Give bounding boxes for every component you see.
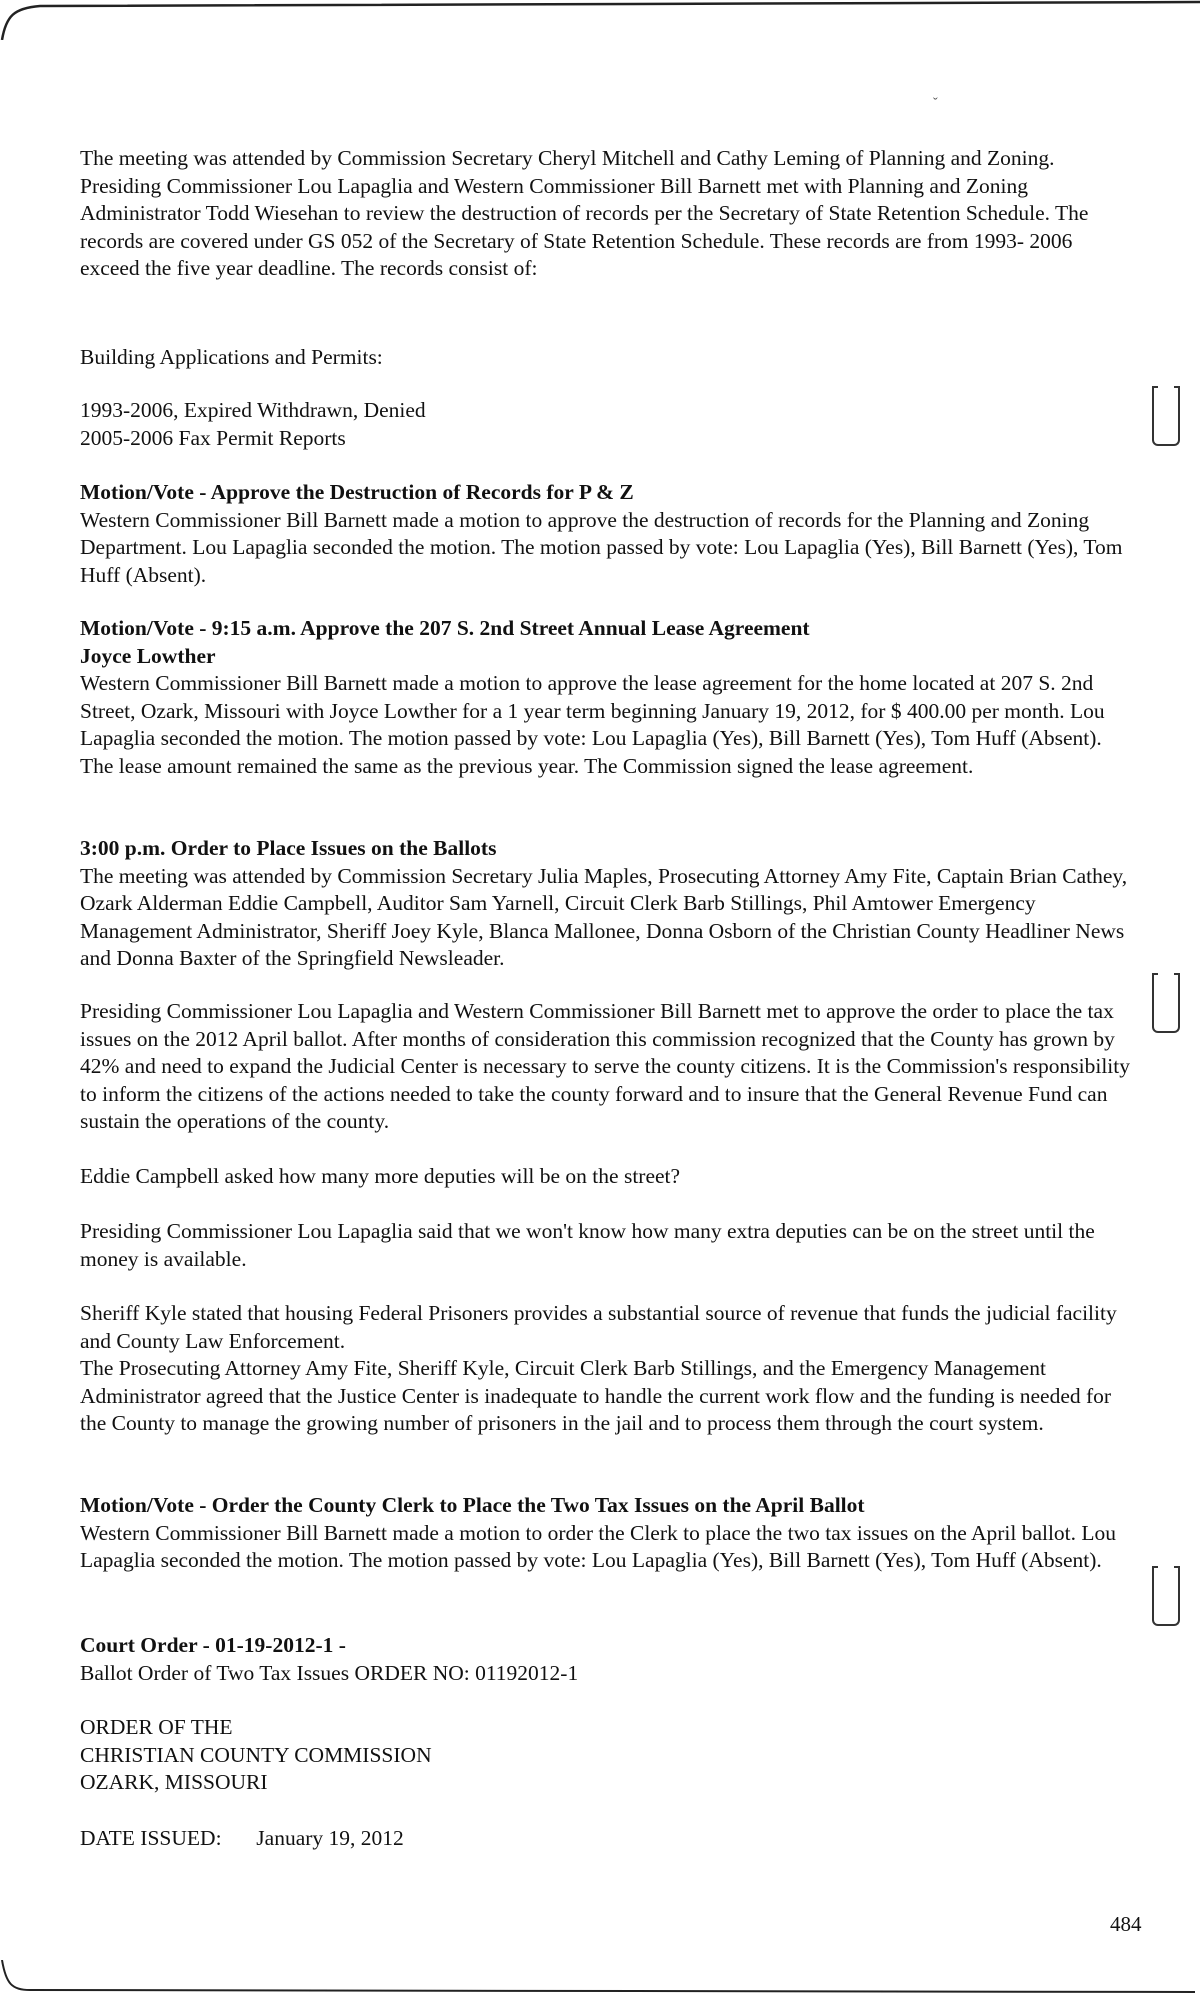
order-line: OZARK, MISSOURI [80,1770,268,1794]
ballot-section [80,835,1130,973]
binder-hole-mark [1152,1566,1180,1626]
paragraph: The Prosecuting Attorney Amy Fite, Sheriff Kyle, Circuit Clerk Barb Stillings, and the Emergency Management Administrator agreed that the Justice Center is inadequate to handle the current work flow and the funding is needed for the County to manage the growing number of prisoners in the jail and to process them through the court system. [80,1356,1112,1435]
court-order-subtitle: Ballot Order of Two Tax Issues ORDER NO: 01192012-1 [80,1660,579,1685]
motion-heading: Motion/Vote - Order the County Clerk to Place the Two Tax Issues on the April Ballot [80,1493,865,1517]
ballot-paragraph-4 [80,1300,1130,1438]
paragraph: Presiding Commissioner Lou Lapaglia said that we won't know how many extra deputies can be on the street until the money is available. [80,1219,1095,1271]
scan-mark: ˇ [933,96,938,111]
ballot-paragraph-3 [80,1218,1130,1273]
intro-paragraph: Presiding Commissioner Lou Lapaglia and Western Commissioner Bill Barnett met with Planning and Zoning Administrator Todd Wiesehan to review the destruction of records per the Secretary of State Retention Schedule. The records are covered under GS 052 of the Secretary of State Retention Schedule. These records are from 1993- 2006 exceed the five year deadline. The records consist of: [80,173,1089,280]
motion-destruction-records [80,479,1130,589]
motion-body: Western Commissioner Bill Barnett made a motion to order the Clerk to place the two tax issues on the April ballot. Lou Lapaglia seconded the motion. The motion passed by vote: Lou Lapaglia (Yes), Bill Barnett (Yes), Tom Huff (Absent). [80,1520,1117,1572]
motion-body: Western Commissioner Bill Barnett made a motion to approve the destruction of records for the Planning and Zoning Department. Lou Lapaglia seconded the motion. The motion passed by vote: Lou Lapaglia (Yes), Bill Barnett (Yes), Tom Huff (Absent). [80,507,1123,587]
intro-section [80,145,1130,283]
order-line: CHRISTIAN COUNTY COMMISSION [80,1742,432,1767]
ballot-attendance: The meeting was attended by Commission Secretary Julia Maples, Prosecuting Attorney Amy Fite, Captain Brian Cathey, Ozark Alderman Eddie Campbell, Auditor Sam Yarnell, Circuit Clerk Barb Stillings, Phil Amtower Emergency Management Administrator, Sheriff Joey Kyle, Blanca Mallonee, Donna Osborn of the Christian County Headliner News and Donna Baxter of the Springfield Newsleader. [80,863,1128,970]
order-issuer [80,1714,1130,1797]
motion-tax-issues [80,1492,1130,1575]
paragraph: Presiding Commissioner Lou Lapaglia and Western Commissioner Bill Barnett met to approve the order to place the tax issues on the 2012 April ballot. After months of consideration this commission recognized that the County has grown by 42% and need to expand the Judicial Center is necessary to serve the county citizens. It is the Commission's responsibility to inform the citizens of the actions needed to take the county forward and to insure that the General Revenue Fund can sustain the operations of the county. [80,999,1130,1133]
motion-heading: Motion/Vote - 9:15 a.m. Approve the 207 S. 2nd Street Annual Lease Agreement [80,616,810,640]
ballot-paragraph-1 [80,998,1130,1136]
binder-hole-mark [1152,973,1180,1033]
court-order-section [80,1632,1130,1687]
paragraph: Sheriff Kyle stated that housing Federal Prisoners provides a substantial source of revenue that funds the judicial facility and County Law Enforcement. [80,1301,1117,1353]
section-heading: 3:00 p.m. Order to Place Issues on the Ballots [80,836,497,860]
motion-lease-agreement [80,615,1130,780]
motion-heading: Motion/Vote - Approve the Destruction of Records for P & Z [80,480,634,504]
records-list [80,397,1130,452]
records-item: 1993-2006, Expired Withdrawn, Denied [80,398,426,422]
date-issued-value: January 19, 2012 [256,1826,404,1850]
records-title: Building Applications and Permits: [80,345,383,369]
motion-body: Western Commissioner Bill Barnett made a motion to approve the lease agreement for the home located at 207 S. 2nd Street, Ozark, Missouri with Joyce Lowther for a 1 year term beginning January 19, 2012, for $ 400.00 per month. Lou Lapaglia seconded the motion. The motion passed by vote: Lou Lapaglia (Yes), Bill Barnett (Yes), Tom Huff (Absent). The lease amount remained the same as the previous year. The Commission signed the lease agreement. [80,671,1105,778]
binder-hole-mark [1152,386,1180,446]
order-line: ORDER OF THE [80,1715,233,1739]
ballot-paragraph-2 [80,1163,1130,1191]
date-issued [80,1825,1130,1853]
intro-attendance: The meeting was attended by Commission Secretary Cheryl Mitchell and Cathy Leming of Planning and Zoning. [80,146,1055,170]
court-order-heading: Court Order - 01-19-2012-1 - [80,1633,346,1657]
motion-subheading: Joyce Lowther [80,643,216,668]
paragraph: Eddie Campbell asked how many more deputies will be on the street? [80,1164,681,1188]
date-issued-label: DATE ISSUED: [80,1826,222,1850]
records-section [80,344,1130,372]
page-number: 484 [1110,1912,1142,1936]
records-item: 2005-2006 Fax Permit Reports [80,425,346,450]
